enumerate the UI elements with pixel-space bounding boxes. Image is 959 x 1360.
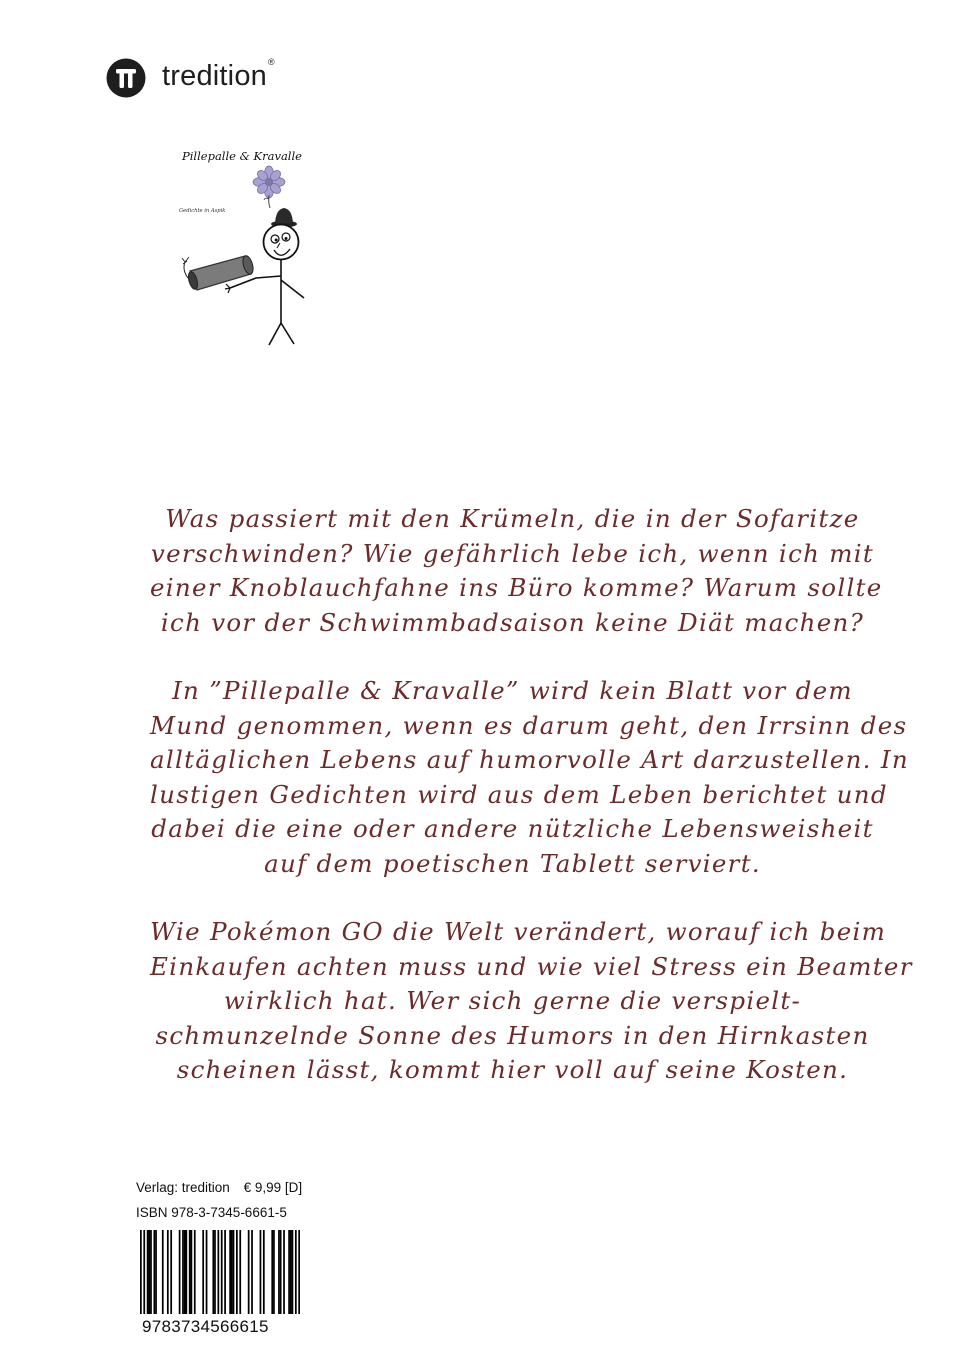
barcode-bar <box>189 1230 191 1314</box>
barcode-bar <box>280 1230 282 1314</box>
blurb-line: dabei die eine oder andere nützliche Lebensweisheit <box>151 814 874 843</box>
barcode-bar <box>229 1230 231 1314</box>
price-label: € 9,99 [D] <box>243 1180 303 1195</box>
blurb-line: einer Knoblauchfahne ins Büro komme? Warum sollte <box>150 573 883 602</box>
publisher-logo <box>106 56 275 100</box>
barcode-bar <box>263 1230 265 1314</box>
blurb-line: Einkaufen achten muss und wie viel Stress ein Beamter <box>150 951 913 981</box>
barcode-bar <box>202 1230 204 1314</box>
barcode-bar <box>155 1230 157 1314</box>
barcode-bar <box>217 1230 219 1314</box>
barcode-bar <box>150 1230 152 1314</box>
barcode-bar <box>288 1230 290 1314</box>
barcode-bar <box>148 1230 150 1314</box>
barcode-bar <box>236 1230 238 1314</box>
blurb-line: Wie Pokémon GO die Welt verändert, worauf ich beim <box>150 917 887 946</box>
publisher-logo-text: tredition® <box>162 56 275 92</box>
blurb-line: Mund genommen, wenn es darum geht, den Irrsinn des <box>150 710 908 740</box>
barcode-bar <box>248 1230 250 1314</box>
publisher-label: Verlag: tredition <box>136 1180 230 1195</box>
barcode-bar <box>273 1230 275 1314</box>
book-blurb <box>150 502 913 1088</box>
barcode-bar <box>212 1230 214 1314</box>
blurb-line: scheinen lässt, kommt hier voll auf seine Kosten. <box>176 1055 849 1084</box>
blurb-line: In ”Pillepalle & Kravalle” wird kein Blatt vor dem <box>172 676 853 705</box>
barcode-bar <box>179 1230 181 1314</box>
stick-figure-illustration <box>168 140 318 350</box>
flower-icon <box>253 166 285 198</box>
blurb-line: verschwinden? Wie gefährlich lebe ich, wenn ich mit <box>150 538 875 568</box>
barcode-bar <box>191 1230 193 1314</box>
blurb-line: wirklich hat. Wer sich gerne die verspielt- <box>223 986 802 1015</box>
barcode-bar <box>184 1230 186 1314</box>
barcode-bar <box>233 1230 235 1314</box>
barcode-bar <box>147 1230 149 1314</box>
tredition-logo-icon <box>106 58 146 98</box>
barcode-bar <box>239 1230 241 1314</box>
barcode-bar <box>167 1230 169 1314</box>
barcode-bar <box>271 1230 273 1314</box>
barcode-bar <box>221 1230 223 1314</box>
barcode <box>140 1230 300 1320</box>
barcode-bar <box>153 1230 155 1314</box>
imprint-block <box>136 1180 302 1225</box>
barcode-bar <box>162 1230 164 1314</box>
barcode-bar <box>182 1230 184 1314</box>
ean-number: 9783734566615 <box>142 1317 269 1336</box>
barcode-bar <box>290 1230 292 1314</box>
blurb-line: lustigen Gedichten wird aus dem Leben berichtet und <box>150 779 888 809</box>
barcode-bar <box>251 1230 253 1314</box>
blurb-line: schmunzelnde Sonne des Humors in den Hirnkasten <box>155 1020 870 1050</box>
barcode-bar <box>260 1230 262 1314</box>
barcode-bar <box>143 1230 145 1314</box>
barcode-bar <box>231 1230 233 1314</box>
barcode-bar <box>185 1230 187 1314</box>
barcode-bar <box>140 1230 142 1314</box>
blurb-paragraph <box>150 674 909 881</box>
blurb-paragraph <box>150 915 913 1088</box>
barcode-bar <box>206 1230 208 1314</box>
publisher-price-line <box>136 1180 302 1200</box>
cannon-icon <box>182 255 255 291</box>
isbn-label: ISBN 978-3-7345-6661-5 <box>136 1205 287 1220</box>
barcode-bar <box>194 1230 196 1314</box>
blurb-line: auf dem poetischen Tablett serviert. <box>264 848 761 878</box>
blurb-paragraph <box>150 502 883 640</box>
barcode-bar <box>224 1230 226 1314</box>
barcode-bar <box>295 1230 297 1314</box>
blurb-line: Was passiert mit den Krümeln, die in der Sofaritze <box>165 504 860 533</box>
cover-thumbnail <box>168 140 318 350</box>
barcode-bar <box>278 1230 280 1314</box>
barcode-bar <box>214 1230 216 1314</box>
barcode-bar <box>283 1230 285 1314</box>
barcode-bar <box>292 1230 294 1314</box>
barcode-bar <box>170 1230 172 1314</box>
cover-subtitle: Gedichte in Aspik <box>179 208 226 214</box>
blurb-line: ich vor der Schwimmbadsaison keine Diät machen? <box>160 607 865 637</box>
barcode-bar <box>298 1230 300 1314</box>
cover-title: Pillepalle & Kravalle <box>182 149 302 163</box>
blurb-line: alltäglichen Lebens auf humorvolle Art darzustellen. In <box>150 745 909 774</box>
